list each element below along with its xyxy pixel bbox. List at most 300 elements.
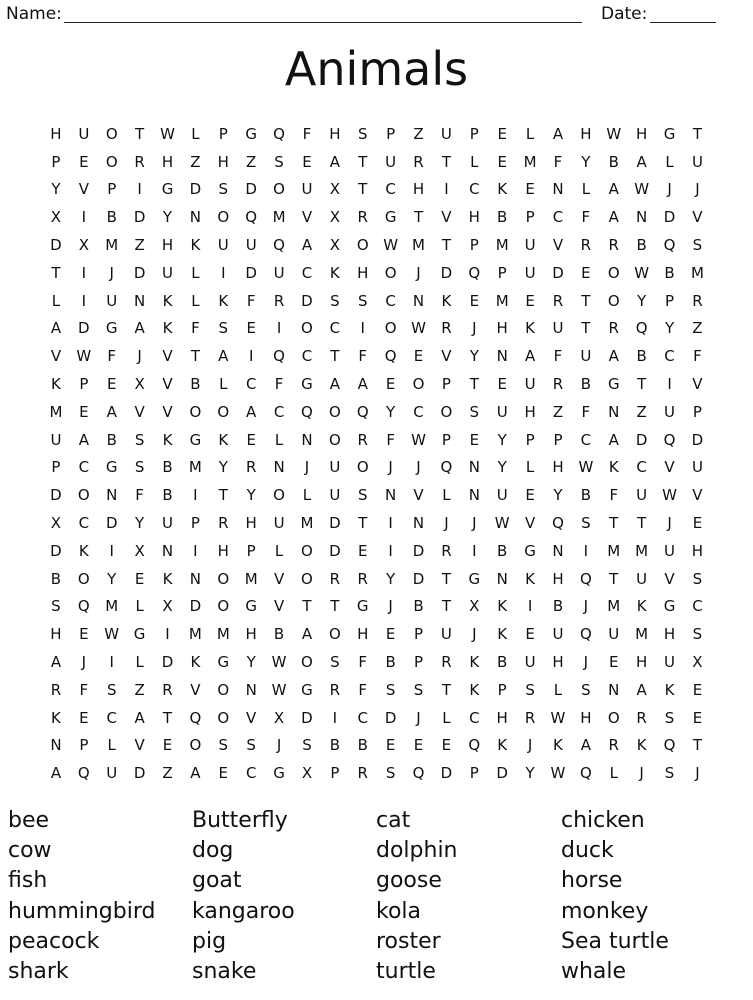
grid-letter: A — [552, 124, 564, 143]
grid-letter: D — [496, 764, 508, 783]
grid-letter: J — [695, 180, 700, 199]
grid-letter: G — [384, 208, 397, 227]
grid-letter: Q — [384, 347, 397, 366]
grid-row — [42, 120, 711, 148]
grid-letter: V — [162, 347, 173, 366]
grid-letter: K — [497, 597, 508, 616]
grid-letter: M — [188, 458, 202, 477]
grid-letter: T — [637, 375, 647, 394]
grid-letter: V — [413, 486, 424, 505]
grid-letter: M — [244, 569, 258, 588]
grid-letter: Y — [246, 486, 256, 505]
grid-letter: P — [665, 291, 675, 310]
grid-letter: U — [636, 569, 648, 588]
grid-letter: C — [301, 347, 313, 366]
grid-letter: I — [81, 291, 87, 310]
grid-letter: K — [51, 375, 61, 394]
word-list-item: shark — [8, 958, 69, 984]
grid-letter: Q — [77, 764, 90, 783]
grid-letter: L — [219, 375, 228, 394]
grid-letter: M — [272, 208, 286, 227]
grid-letter: P — [441, 375, 451, 394]
grid-letter: N — [161, 541, 174, 560]
grid-letter: L — [191, 124, 200, 143]
grid-letter: C — [664, 347, 675, 366]
grid-letter: E — [413, 736, 424, 755]
grid-letter: Z — [636, 402, 647, 421]
grid-letter: P — [497, 680, 507, 699]
grid-letter: I — [583, 541, 589, 560]
grid-letter: G — [663, 124, 676, 143]
grid-letter: K — [553, 736, 563, 755]
grid-letter: T — [190, 347, 200, 366]
grid-letter: V — [664, 569, 675, 588]
grid-letter: G — [468, 569, 481, 588]
grid-letter: E — [134, 569, 145, 588]
grid-letter: X — [50, 208, 62, 227]
grid-letter: Q — [663, 236, 676, 255]
grid-letter: D — [635, 430, 648, 449]
grid-letter: B — [608, 152, 619, 171]
grid-letter: Y — [497, 430, 507, 449]
grid-letter: V — [441, 347, 452, 366]
word-list-item: cow — [8, 838, 52, 864]
grid-letter: L — [274, 541, 284, 560]
grid-letter: T — [469, 375, 479, 394]
grid-letter: O — [105, 124, 118, 143]
word-list-item: hummingbird — [8, 898, 156, 924]
grid-letter: D — [384, 708, 397, 727]
grid-letter: O — [217, 708, 230, 727]
grid-letter: B — [162, 486, 173, 505]
grid-letter: D — [440, 764, 453, 783]
grid-letter: G — [105, 319, 118, 338]
grid-letter: D — [78, 319, 90, 338]
grid-letter: C — [385, 180, 396, 199]
grid-letter: S — [469, 402, 480, 421]
word-list — [8, 806, 745, 987]
grid-letter: T — [609, 569, 619, 588]
grid-letter: J — [667, 180, 672, 199]
grid-letter: S — [218, 736, 229, 755]
grid-letter: W — [494, 514, 510, 533]
grid-letter: K — [218, 430, 229, 449]
grid-letter: M — [690, 263, 704, 282]
grid-letter: G — [105, 458, 118, 477]
grid-letter: J — [472, 625, 477, 644]
grid-letter: K — [218, 291, 229, 310]
grid-letter: K — [162, 291, 173, 310]
grid-letter: B — [497, 208, 508, 227]
grid-letter: U — [664, 402, 676, 421]
grid-letter: H — [245, 625, 257, 644]
grid-letter: E — [692, 680, 703, 699]
grid-letter: P — [441, 430, 451, 449]
grid-letter: L — [665, 152, 674, 171]
grid-letter: U — [580, 347, 592, 366]
word-list-item: chicken — [561, 808, 645, 833]
grid-letter: B — [413, 597, 424, 616]
word-list-item: monkey — [561, 898, 649, 924]
grid-letter: B — [385, 653, 396, 672]
grid-letter: U — [329, 458, 341, 477]
grid-letter: F — [274, 375, 284, 394]
grid-letter: H — [357, 625, 369, 644]
grid-letter: O — [607, 291, 620, 310]
grid-letter: R — [413, 152, 424, 171]
grid-letter: R — [552, 375, 564, 394]
grid-letter: C — [357, 708, 368, 727]
grid-letter: O — [217, 680, 230, 699]
grid-letter: Q — [77, 597, 90, 616]
grid-letter: Y — [386, 402, 396, 421]
grid-letter: J — [416, 708, 421, 727]
grid-letter: D — [50, 236, 62, 255]
grid-letter: H — [161, 236, 174, 255]
grid-row — [42, 148, 711, 176]
grid-letter: D — [50, 486, 62, 505]
grid-row — [42, 231, 711, 259]
grid-letter: P — [469, 124, 479, 143]
grid-letter: U — [106, 291, 118, 310]
grid-letter: P — [497, 263, 507, 282]
grid-letter: J — [444, 514, 449, 533]
grid-letter: I — [527, 597, 533, 616]
grid-letter: N — [106, 486, 118, 505]
grid-letter: H — [161, 152, 174, 171]
grid-letter: E — [79, 625, 89, 644]
name-label: Name: — [6, 4, 62, 24]
grid-letter: Y — [581, 152, 591, 171]
grid-letter: S — [664, 764, 675, 783]
grid-letter: Y — [162, 208, 173, 227]
grid-letter: P — [414, 625, 424, 644]
grid-letter: A — [608, 180, 619, 199]
grid-letter: R — [357, 764, 368, 783]
grid-letter: D — [440, 263, 453, 282]
grid-letter: U — [273, 263, 285, 282]
grid-letter: R — [357, 569, 368, 588]
grid-letter: O — [328, 430, 341, 449]
grid-letter: G — [161, 180, 174, 199]
grid-letter: C — [469, 708, 480, 727]
grid-letter: A — [78, 430, 89, 449]
grid-letter: I — [332, 708, 338, 727]
grid-letter: X — [329, 180, 340, 199]
grid-letter: V — [692, 486, 703, 505]
grid-letter: W — [578, 458, 594, 477]
grid-letter: R — [218, 514, 229, 533]
grid-letter: S — [330, 291, 340, 310]
word-search-grid — [42, 120, 711, 787]
grid-letter: I — [165, 625, 170, 644]
grid-letter: J — [416, 458, 421, 477]
grid-letter: A — [218, 347, 229, 366]
word-list-item: dolphin — [376, 838, 458, 864]
grid-letter: X — [134, 375, 145, 394]
grid-letter: V — [524, 514, 536, 533]
grid-letter: V — [692, 375, 703, 394]
grid-row — [42, 426, 711, 454]
word-list-item: cat — [376, 808, 411, 833]
grid-letter: A — [301, 625, 313, 644]
grid-letter: Y — [51, 180, 61, 199]
grid-letter: F — [246, 291, 256, 310]
grid-letter: A — [329, 152, 340, 171]
grid-letter: L — [470, 152, 479, 171]
grid-letter: H — [329, 124, 341, 143]
grid-letter: K — [51, 708, 61, 727]
grid-letter: J — [388, 597, 393, 616]
grid-letter: E — [385, 375, 396, 394]
grid-letter: R — [441, 319, 452, 338]
word-list-item: roster — [376, 928, 441, 954]
grid-letter: U — [636, 486, 648, 505]
grid-letter: P — [218, 124, 228, 143]
grid-letter: L — [274, 430, 284, 449]
grid-letter: X — [50, 514, 62, 533]
grid-letter: I — [248, 347, 254, 366]
grid-letter: T — [441, 597, 451, 616]
grid-letter: I — [388, 541, 393, 560]
grid-letter: I — [137, 180, 142, 199]
grid-row — [42, 315, 711, 343]
grid-letter: W — [271, 680, 287, 699]
grid-letter: S — [692, 569, 703, 588]
grid-letter: Y — [386, 569, 396, 588]
grid-letter: T — [441, 152, 451, 171]
grid-row — [42, 176, 711, 204]
grid-letter: A — [608, 347, 619, 366]
grid-letter: N — [496, 569, 508, 588]
grid-letter: N — [608, 402, 620, 421]
grid-letter: J — [695, 764, 700, 783]
grid-letter: M — [412, 236, 425, 255]
grid-letter: Y — [135, 514, 145, 533]
grid-letter: K — [162, 430, 173, 449]
grid-row — [42, 537, 711, 565]
grid-letter: O — [301, 653, 313, 672]
grid-letter: A — [608, 430, 619, 449]
grid-letter: Y — [218, 458, 228, 477]
grid-letter: U — [496, 402, 508, 421]
grid-letter: C — [413, 402, 424, 421]
grid-letter: H — [357, 263, 369, 282]
grid-letter: Y — [664, 319, 675, 338]
grid-letter: Z — [692, 319, 703, 338]
grid-letter: C — [385, 291, 396, 310]
grid-letter: L — [553, 680, 563, 699]
date-label: Date: — [601, 4, 648, 24]
grid-letter: Z — [134, 680, 145, 699]
grid-letter: U — [664, 653, 676, 672]
grid-letter: D — [329, 541, 341, 560]
grid-letter: D — [691, 430, 704, 449]
grid-letter: E — [441, 736, 452, 755]
grid-letter: U — [329, 486, 341, 505]
grid-letter: M — [607, 597, 621, 616]
grid-letter: Q — [663, 430, 676, 449]
grid-letter: X — [162, 597, 173, 616]
grid-letter: U — [245, 236, 257, 255]
grid-letter: I — [444, 180, 449, 199]
grid-letter: H — [636, 124, 648, 143]
grid-letter: O — [273, 486, 285, 505]
grid-letter: D — [245, 180, 257, 199]
grid-letter: E — [525, 180, 535, 199]
grid-letter: R — [608, 736, 619, 755]
grid-letter: M — [495, 236, 509, 255]
grid-letter: S — [218, 180, 229, 199]
grid-letter: M — [300, 514, 314, 533]
word-list-item: bee — [8, 808, 50, 833]
grid-letter: N — [273, 458, 285, 477]
grid-letter: U — [664, 541, 676, 560]
grid-letter: C — [245, 375, 257, 394]
date-field[interactable] — [650, 22, 716, 23]
grid-letter: V — [441, 208, 452, 227]
grid-letter: S — [664, 708, 675, 727]
grid-letter: H — [496, 319, 508, 338]
grid-letter: T — [609, 514, 619, 533]
grid-letter: G — [189, 430, 202, 449]
grid-row — [42, 565, 711, 593]
grid-letter: G — [663, 597, 676, 616]
grid-letter: W — [76, 347, 92, 366]
grid-letter: H — [691, 541, 704, 560]
word-list-item: turtle — [376, 958, 436, 984]
grid-letter: M — [635, 541, 649, 560]
grid-letter: G — [301, 680, 313, 699]
grid-letter: Z — [162, 764, 173, 783]
grid-letter: P — [79, 736, 89, 755]
grid-letter: X — [301, 764, 313, 783]
word-list-item: peacock — [8, 928, 100, 954]
grid-letter: U — [552, 625, 564, 644]
grid-letter: T — [358, 180, 368, 199]
grid-letter: S — [134, 458, 145, 477]
grid-letter: K — [636, 597, 647, 616]
grid-letter: Y — [497, 458, 507, 477]
grid-letter: E — [581, 263, 591, 282]
grid-letter: Q — [635, 319, 648, 338]
grid-letter: R — [608, 319, 619, 338]
grid-letter: L — [302, 486, 312, 505]
grid-letter: Q — [189, 708, 202, 727]
grid-letter: S — [218, 319, 229, 338]
grid-letter: K — [162, 319, 173, 338]
grid-letter: H — [245, 514, 257, 533]
grid-letter: U — [440, 124, 452, 143]
grid-letter: U — [691, 458, 703, 477]
grid-letter: W — [662, 486, 677, 505]
grid-letter: L — [442, 708, 451, 727]
grid-letter: W — [411, 319, 426, 338]
grid-letter: V — [692, 208, 703, 227]
grid-letter: A — [636, 680, 647, 699]
grid-letter: A — [246, 402, 257, 421]
grid-letter: P — [469, 236, 479, 255]
word-list-item: Sea turtle — [561, 928, 669, 954]
name-field[interactable] — [64, 22, 582, 23]
grid-letter: D — [133, 263, 146, 282]
grid-letter: D — [50, 541, 62, 560]
grid-letter: N — [552, 180, 564, 199]
grid-letter: V — [664, 458, 675, 477]
grid-letter: D — [245, 263, 257, 282]
grid-letter: B — [357, 736, 368, 755]
grid-letter: V — [134, 402, 145, 421]
word-list-item: duck — [561, 838, 614, 864]
grid-letter: G — [133, 625, 146, 644]
grid-letter: P — [386, 124, 396, 143]
grid-letter: S — [385, 764, 396, 783]
grid-letter: O — [217, 402, 230, 421]
grid-row — [42, 620, 711, 648]
grid-letter: E — [218, 764, 229, 783]
grid-letter: J — [527, 736, 533, 755]
grid-letter: R — [273, 291, 285, 310]
grid-row — [42, 676, 711, 704]
grid-letter: B — [580, 486, 592, 505]
grid-letter: O — [384, 319, 397, 338]
grid-letter: Z — [413, 124, 424, 143]
grid-letter: P — [107, 180, 117, 199]
word-list-item: horse — [561, 868, 623, 894]
grid-letter: O — [105, 152, 118, 171]
grid-letter: A — [50, 653, 62, 672]
grid-letter: N — [496, 347, 508, 366]
grid-letter: D — [329, 514, 341, 533]
grid-letter: J — [472, 514, 477, 533]
grid-letter: U — [106, 764, 118, 783]
word-list-item: goat — [192, 868, 242, 894]
grid-letter: W — [550, 764, 566, 783]
grid-letter: L — [609, 764, 618, 783]
grid-letter: P — [553, 430, 563, 449]
word-list-item: kangaroo — [192, 898, 295, 924]
grid-letter: I — [193, 541, 198, 560]
grid-letter: P — [525, 208, 535, 227]
grid-letter: F — [553, 152, 563, 171]
grid-letter: U — [552, 319, 564, 338]
grid-letter: B — [552, 597, 564, 616]
grid-letter: E — [497, 152, 507, 171]
grid-letter: Q — [468, 736, 481, 755]
grid-letter: E — [385, 625, 396, 644]
grid-letter: T — [162, 708, 173, 727]
grid-letter: S — [525, 680, 535, 699]
grid-letter: L — [581, 180, 591, 199]
grid-letter: B — [190, 375, 201, 394]
grid-letter: J — [388, 458, 393, 477]
grid-letter: T — [441, 236, 451, 255]
grid-letter: B — [106, 430, 117, 449]
grid-letter: B — [329, 736, 340, 755]
grid-letter: E — [469, 291, 480, 310]
grid-row — [42, 593, 711, 621]
grid-letter: U — [217, 236, 229, 255]
grid-letter: G — [524, 541, 536, 560]
grid-letter: M — [635, 625, 649, 644]
grid-letter: I — [81, 208, 87, 227]
grid-letter: O — [440, 402, 453, 421]
grid-letter: M — [216, 625, 230, 644]
grid-letter: E — [246, 319, 256, 338]
grid-letter: E — [79, 708, 89, 727]
grid-letter: R — [441, 653, 452, 672]
grid-letter: C — [692, 597, 703, 616]
